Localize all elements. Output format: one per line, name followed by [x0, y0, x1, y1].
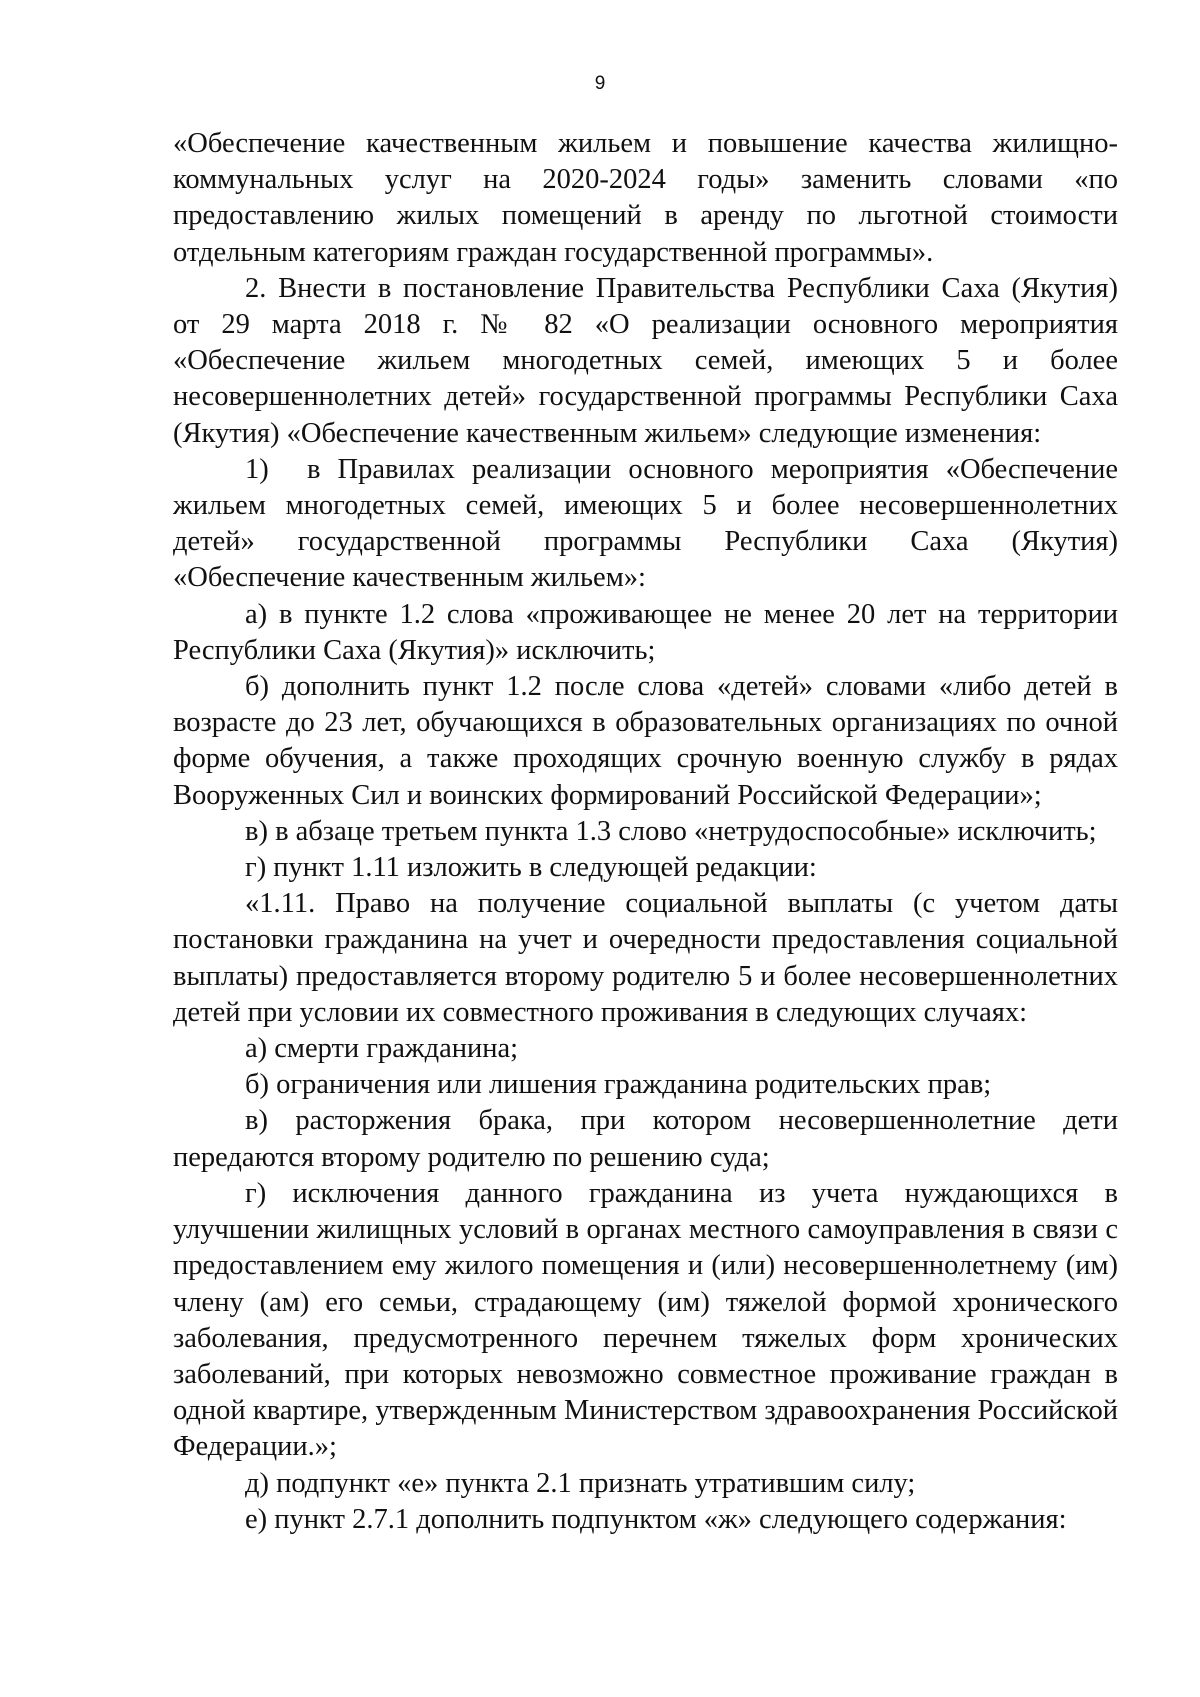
paragraph-clause-1-11-v: в) расторжения брака, при котором несовершеннолетние дети передаются второму родителю по решению суда; — [173, 1105, 1118, 1173]
paragraph-clause-1-11: «1.11. Право на получение социальной выплаты (с учетом даты постановки гражданина на учет и очередности предоставления социальной выплаты) предоставляется второму родителю 5 и более несовершеннолетних детей при условии их совместного проживания в следующих случаях: — [173, 888, 1118, 1028]
paragraph-subitem-e: е) пункт 2.7.1 дополнить подпунктом «ж» следующего содержания: — [245, 1503, 1067, 1535]
paragraph-subitem-g: г) пункт 1.11 изложить в следующей редакции: — [245, 852, 817, 884]
paragraph-subitem-v: в) в абзаце третьем пункта 1.3 слово «нетрудоспособные» исключить; — [245, 815, 1097, 847]
paragraph-clause-1-11-g: г) исключения данного гражданина из учета нуждающихся в улучшении жилищных условий в органах местного самоуправления в связи с предоставлением ему жилого помещения и (или) несовершеннолетнему (им) члену (ам) его семьи, страдающему (им) тяжелой формой хронического заболевания, предусмотренного перечнем тяжелых форм хронических заболеваний, при которых невозможно совместное проживание граждан в одной квартире, утвержденным Министерством здравоохранения Российской Федерации.»; — [173, 1177, 1118, 1463]
paragraph-subitem-d: д) подпункт «е» пункта 2.1 признать утратившим силу; — [245, 1467, 916, 1499]
paragraph-continuation: «Обеспечение качественным жильем и повышение качества жилищно-коммунальных услуг на 2020-2024 годы» заменить словами «по предоставлению жилых помещений в аренду по льготной стоимости отдельным категориям граждан государственной программы». — [173, 128, 1118, 268]
page-number: 9 — [594, 73, 606, 94]
paragraph-clause-1-11-a: а) смерти гражданина; — [245, 1033, 519, 1065]
subitem-number: 1) — [245, 453, 269, 485]
paragraph-item-2: 2. Внести в постановление Правительства Республики Саха (Якутия) от 29 марта 2018 г. № 82 «О реализации основного мероприятия «Обеспечение жильем многодетных семей, имеющих 5 и более несовершеннолетних детей» государственной программы Республики Саха (Якутия) «Обеспечение качественным жильем» следующие изменения: — [173, 272, 1118, 449]
document-body — [173, 126, 1118, 1538]
paragraph-subitem-b: б) дополнить пункт 1.2 после слова «детей» словами «либо детей в возрасте до 23 лет, обучающихся в образовательных организациях по очной форме обучения, а также проходящих срочную военную службу в рядах Вооруженных Сил и воинских формирований Российской Федерации»; — [173, 671, 1118, 811]
subitem-text: в Правилах реализации основного мероприятия «Обеспечение жильем многодетных семей, имеющих 5 и более несовершеннолетних детей» государственной программы Республики Саха (Якутия) «Обеспечение качественным жильем»: — [173, 453, 1118, 594]
paragraph-clause-1-11-b: б) ограничения или лишения гражданина родительских прав; — [245, 1069, 992, 1101]
paragraph-subitem-a: а) в пункте 1.2 слова «проживающее не менее 20 лет на территории Республики Саха (Якутия)» исключить; — [173, 598, 1118, 666]
paragraph-subitem-1 — [173, 452, 1118, 597]
